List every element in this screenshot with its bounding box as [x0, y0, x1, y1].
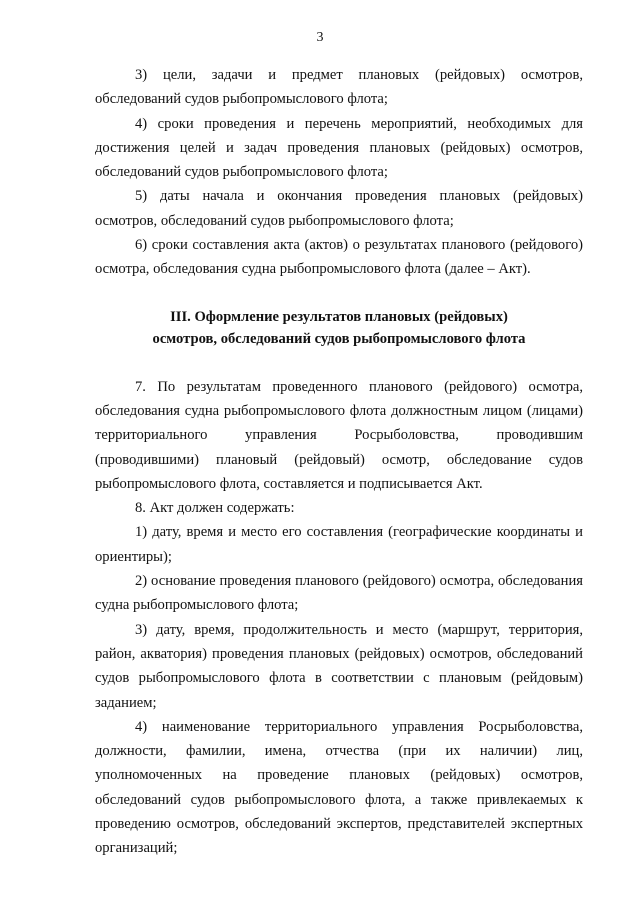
- paragraph-item-5: 5) даты начала и окончания проведения плановых (рейдовых) осмотров, обследований судов рыбопромыслового флота;: [95, 188, 583, 229]
- paragraph-subitem-1: 1) дату, время и место его составления (географические координаты и ориентиры);: [95, 524, 583, 565]
- paragraph-item-4: 4) сроки проведения и перечень мероприятий, необходимых для достижения целей и задач проведения плановых (рейдовых) осмотров, обследований судов рыбопромыслового флота;: [95, 115, 583, 181]
- section-heading: [95, 306, 583, 351]
- paragraph-subitem-3: 3) дату, время, продолжительность и место (маршрут, территория, район, акватория) проведения плановых (рейдовых) осмотров, обследований судов рыбопромыслового флота в соответствии с плановым (рейдовым) заданием;: [95, 621, 583, 711]
- paragraph-clause-8: 8. Акт должен содержать:: [135, 500, 295, 517]
- paragraph-subitem-2: 2) основание проведения планового (рейдового) осмотра, обследования судна рыбопромыслового флота;: [95, 573, 583, 614]
- paragraph-subitem-4: 4) наименование территориального управления Росрыболовства, должности, фамилии, имена, отчества (при их наличии) лиц, уполномоченных на проведение плановых (рейдовых) осмотров, обследований судов рыбопромыслового флота, а также привлекаемых к проведению осмотров, обследований экспертов, представителей экспертных организаций;: [95, 718, 583, 857]
- page-number: 3: [316, 30, 324, 45]
- paragraph-clause-7: 7. По результатам проведенного планового (рейдового) осмотра, обследования судна рыбопромыслового флота должностным лицом (лицами) территориального управления Росрыболовства, проводившим (проводившими) плановый (рейдовый) осмотр, обследование судов рыбопромыслового флота, составляется и подписывается Акт.: [95, 378, 583, 492]
- section-heading-line-1: III. Оформление результатов плановых (рейдовых): [170, 308, 508, 325]
- document-body: [95, 63, 583, 861]
- section-heading-line-2: осмотров, обследований судов рыбопромыслового флота: [152, 331, 526, 348]
- paragraph-item-6: 6) сроки составления акта (актов) о результатах планового (рейдового) осмотра, обследования судна рыбопромыслового флота (далее – Акт).: [95, 237, 583, 278]
- paragraph-item-3: 3) цели, задачи и предмет плановых (рейдовых) осмотров, обследований судов рыбопромыслового флота;: [95, 67, 583, 108]
